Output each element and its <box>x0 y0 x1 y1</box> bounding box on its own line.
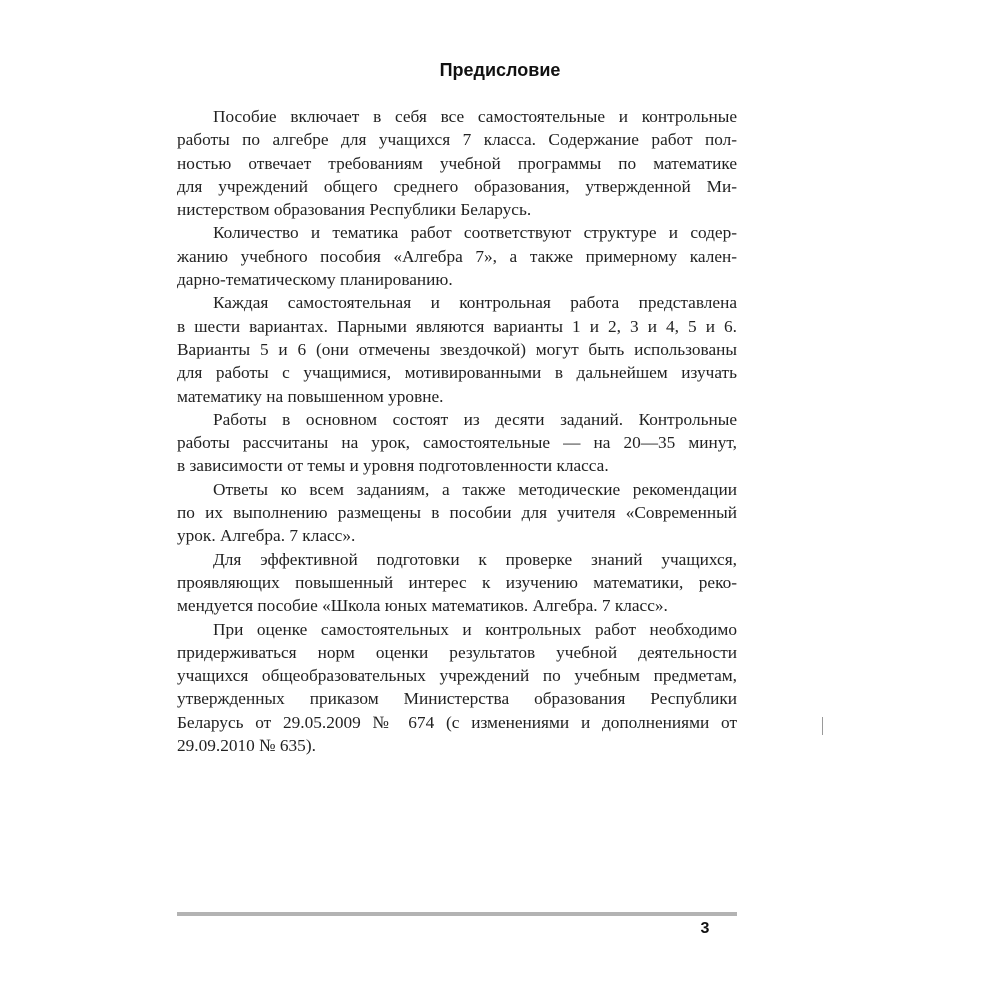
text-line: придерживаться норм оценки результатов учебной деятельности <box>177 642 737 662</box>
margin-mark <box>822 717 823 735</box>
text-line: Количество и тематика работ соответствуют структуре и содер- <box>213 223 737 243</box>
text-line: по их выполнению размещены в пособии для учителя «Современный <box>177 503 737 523</box>
text-line: Для эффективной подготовки к проверке знаний учащихся, <box>213 549 737 569</box>
text-line: 29.09.2010 № 635). <box>177 736 316 756</box>
text-line: работы рассчитаны на урок, самостоятельные — на 20—35 минут, <box>177 433 737 453</box>
text-line: Каждая самостоятельная и контрольная работа представлена <box>213 293 737 313</box>
text-line: математику на повышенном уровне. <box>177 386 444 406</box>
page-number: 3 <box>700 920 710 937</box>
text-line: учащихся общеобразовательных учреждений по учебным предметам, <box>177 666 737 686</box>
text-line: дарно-тематическому планированию. <box>177 270 453 290</box>
text-line: Варианты 5 и 6 (они отмечены звездочкой) могут быть использованы <box>177 339 737 359</box>
text-line: утвержденных приказом Министерства образования Республики <box>177 689 737 709</box>
text-line: для работы с учащимися, мотивированными в дальнейшем изучать <box>177 363 737 383</box>
text-line: нистерством образования Республики Беларусь. <box>177 200 532 220</box>
text-line: При оценке самостоятельных и контрольных работ необходимо <box>213 619 737 639</box>
footer-rule <box>177 912 737 916</box>
text-line: Пособие включает в себя все самостоятельные и контрольные <box>213 107 737 126</box>
text-line: проявляющих повышенный интерес к изучению математики, реко- <box>177 572 737 592</box>
text-line: для учреждений общего среднего образования, утвержденной Ми- <box>177 176 737 196</box>
text-line: в зависимости от темы и уровня подготовленности класса. <box>177 456 609 476</box>
text-line: работы по алгебре для учащихся 7 класса. Содержание работ пол- <box>177 130 737 150</box>
text-line: мендуется пособие «Школа юных математиков. Алгебра. 7 класс». <box>177 596 668 616</box>
page-title: Предисловие <box>439 60 561 80</box>
text-line: Ответы ко всем заданиям, а также методические рекомендации <box>213 479 737 499</box>
body-text <box>177 105 737 757</box>
text-line: ностью отвечает требованиям учебной программы по математике <box>177 153 737 173</box>
text-line: жанию учебного пособия «Алгебра 7», а также примерному кален- <box>177 246 737 266</box>
text-line: в шести вариантах. Парными являются варианты 1 и 2, 3 и 4, 5 и 6. <box>177 316 737 336</box>
text-line: Беларусь от 29.05.2009 № 674 (с изменениями и дополнениями от <box>177 712 737 732</box>
text-line: урок. Алгебра. 7 класс». <box>177 526 356 546</box>
text-line: Работы в основном состоят из десяти заданий. Контрольные <box>213 409 737 429</box>
